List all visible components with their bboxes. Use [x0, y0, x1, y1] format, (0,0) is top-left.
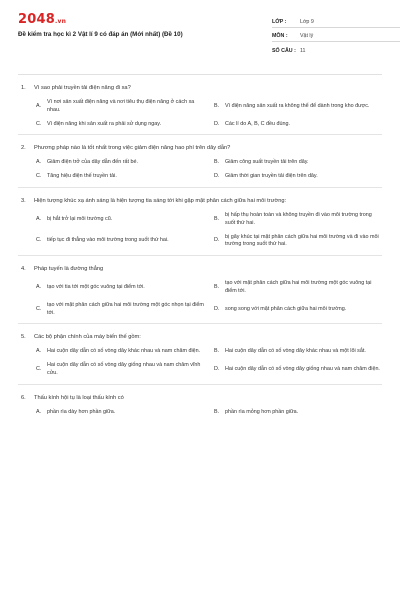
- question-text: Vì sao phải truyền tải điện năng đi xa?: [34, 85, 131, 91]
- option-letter: C.: [36, 120, 42, 127]
- question-item: [18, 256, 382, 324]
- page-title: Đề kiểm tra học kì 2 Vật lí 9 có đáp án (Mới nhất) (Đề 10): [18, 31, 183, 38]
- meta-value: 11: [300, 48, 306, 54]
- question-item: [18, 324, 382, 384]
- option-letter: B.: [214, 159, 220, 166]
- meta-value: Vật lý: [300, 33, 314, 39]
- answer-options: [18, 348, 382, 377]
- option-text: Các lí do A, B, C đều đúng.: [225, 120, 291, 127]
- option-text: phần rìa dày hơn phần giữa.: [47, 408, 116, 415]
- option-text: bị gãy khúc tại mặt phân cách giữa hai môi trường và đi vào môi trường trong suốt thứ hai.: [225, 233, 379, 248]
- answer-option[interactable]: [36, 280, 204, 296]
- option-letter: C.: [36, 173, 42, 180]
- option-text: Vì điện năng khi sản xuất ra phải sử dụng ngay.: [47, 120, 162, 127]
- option-text: Hai cuộn dây dẫn có số vòng dây giống nhau và nam châm vĩnh cửu.: [47, 362, 201, 376]
- question-stem: [18, 333, 382, 341]
- meta-label: MÔN :: [272, 33, 288, 39]
- answer-option[interactable]: [214, 212, 382, 228]
- answer-option[interactable]: [214, 234, 382, 250]
- option-letter: A.: [36, 102, 42, 109]
- option-letter: A.: [36, 284, 42, 291]
- question-stem: [18, 394, 382, 402]
- answer-option[interactable]: [214, 362, 382, 378]
- option-text: Giảm công suất truyền tải trên dây.: [225, 159, 309, 166]
- exam-meta: [272, 14, 400, 56]
- meta-row-subject: [272, 28, 400, 42]
- option-text: tạo với mặt phân cách giữa hai môi trường một góc vuông tại điểm tới.: [225, 280, 372, 294]
- option-text: Hai cuộn dây dẫn có số vòng dây khác nhau và nam châm điện.: [47, 348, 201, 355]
- option-text: Hai cuộn dây dẫn có số vòng dây khác nhau và một lõi sắt.: [225, 348, 366, 355]
- option-letter: B.: [214, 284, 220, 291]
- option-text: tiếp tục đi thẳng vào môi trường trong suốt thứ hai.: [47, 237, 169, 244]
- option-letter: B.: [214, 408, 220, 415]
- option-text: tạo với mặt phân cách giữa hai môi trường một góc nhọn tại điểm tới.: [47, 301, 204, 316]
- question-item: [18, 385, 382, 423]
- answer-option[interactable]: [36, 159, 204, 167]
- option-text: Giảm thời gian truyền tải điện trên dây.: [225, 173, 318, 180]
- option-letter: D.: [214, 237, 220, 244]
- question-number: 5.: [21, 334, 26, 341]
- option-text: bị hắt trở lại môi trường cũ.: [47, 215, 113, 222]
- question-item: [18, 188, 382, 256]
- question-list: [18, 75, 382, 423]
- option-text: tạo với tia tới một góc vuông tại điểm tới.: [47, 284, 145, 291]
- question-item: [18, 75, 382, 135]
- question-text: Pháp tuyến là đường thẳng: [34, 266, 104, 273]
- question-number: 6.: [21, 394, 26, 401]
- answer-option[interactable]: [214, 99, 382, 115]
- option-letter: A.: [36, 408, 42, 415]
- option-letter: C.: [36, 366, 42, 373]
- answer-options: [18, 409, 382, 417]
- meta-label: SỐ CÂU :: [272, 48, 296, 54]
- option-letter: D.: [214, 305, 220, 312]
- answer-options: [18, 159, 382, 181]
- option-text: phần rìa mỏng hơn phần giữa.: [225, 408, 299, 415]
- question-stem: [18, 197, 382, 205]
- answer-option[interactable]: [214, 302, 382, 318]
- answer-option[interactable]: [214, 159, 382, 167]
- meta-value: Lớp 9: [300, 19, 314, 25]
- question-text: Thấu kính hội tụ là loại thấu kính có: [34, 394, 124, 401]
- answer-option[interactable]: [36, 362, 204, 378]
- option-letter: B.: [214, 348, 220, 355]
- question-number: 4.: [21, 266, 26, 273]
- question-text: Hiện tượng khúc xạ ánh sáng là hiện tượng tia sáng tới khi gặp mặt phân cách giữa hai môi trường:: [34, 197, 287, 204]
- question-number: 1.: [21, 85, 26, 91]
- answer-option[interactable]: [36, 234, 204, 250]
- answer-option[interactable]: [214, 348, 382, 356]
- question-text: Các bộ phận chính của máy biến thế gồm:: [34, 334, 141, 341]
- answer-option[interactable]: [36, 212, 204, 228]
- option-text: Hai cuộn dây dẫn có số vòng dây giống nhau và nam châm điện.: [225, 366, 380, 373]
- answer-option[interactable]: [214, 280, 382, 296]
- question-text: Phương pháp nào là tốt nhất trong việc giảm điện năng hao phí trên dây dẫn?: [34, 145, 231, 152]
- option-letter: A.: [36, 215, 42, 222]
- meta-row-grade: [272, 14, 400, 28]
- question-item: [18, 135, 382, 188]
- option-letter: D.: [214, 173, 220, 180]
- answer-option[interactable]: [214, 121, 382, 129]
- option-letter: C.: [36, 305, 42, 312]
- question-stem: [18, 84, 382, 92]
- question-stem: [18, 144, 382, 152]
- answer-options: [18, 99, 382, 128]
- answer-option[interactable]: [36, 409, 204, 417]
- document-header: [18, 0, 382, 68]
- question-number: 2.: [21, 145, 26, 152]
- option-text: bị hấp thụ hoàn toàn và không truyền đi vào môi trường trong suốt thứ hai.: [225, 211, 372, 226]
- answer-options: [18, 280, 382, 317]
- option-letter: A.: [36, 159, 42, 166]
- option-letter: C.: [36, 237, 42, 244]
- answer-option[interactable]: [214, 173, 382, 181]
- answer-option[interactable]: [214, 409, 382, 417]
- answer-option[interactable]: [36, 348, 204, 356]
- answer-option[interactable]: [36, 99, 204, 115]
- question-number: 3.: [21, 197, 26, 204]
- logo-text: 2048: [18, 12, 55, 27]
- option-letter: D.: [214, 366, 220, 373]
- option-letter: D.: [214, 120, 220, 127]
- answer-option[interactable]: [36, 173, 204, 181]
- option-text: Tăng hiệu điện thế truyền tải.: [47, 173, 117, 180]
- option-text: song song với mặt phân cách giữa hai môi trường.: [225, 305, 347, 312]
- option-text: Vì điện năng sản xuất ra không thể để dành trong kho được.: [225, 102, 370, 109]
- meta-row-count: [272, 42, 400, 56]
- answer-options: [18, 212, 382, 249]
- option-letter: B.: [214, 215, 220, 222]
- logo-suffix: .vn: [54, 18, 67, 25]
- option-text: Giảm điện trở của dây dẫn đến rất bé.: [47, 159, 139, 166]
- answer-option[interactable]: [36, 302, 204, 318]
- meta-label: LỚP :: [272, 19, 287, 25]
- option-letter: B.: [214, 102, 220, 109]
- option-letter: A.: [36, 348, 42, 355]
- question-stem: [18, 265, 382, 273]
- option-text: Vì nơi sản xuất điện năng và nơi tiêu thụ điện năng ở cách xa nhau.: [47, 99, 195, 113]
- answer-option[interactable]: [36, 121, 204, 129]
